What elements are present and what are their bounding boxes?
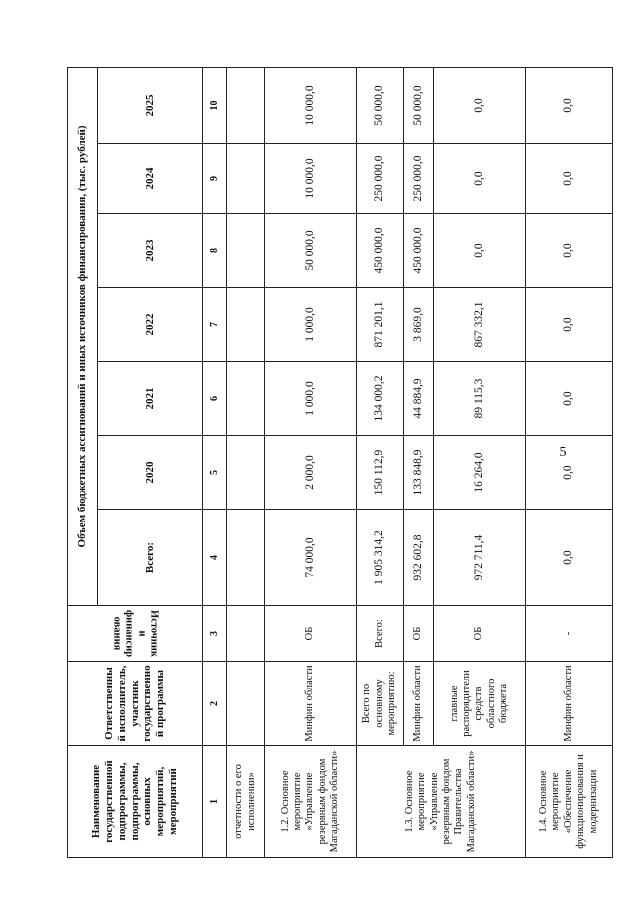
value-cell: 0,0: [434, 67, 526, 143]
value-cell: 1 905 314,2: [357, 510, 404, 606]
header-year-2022: 2022: [98, 288, 203, 362]
value-cell: 133 848,9: [404, 436, 434, 510]
header-year-total: Всего:: [98, 510, 203, 606]
row-name: 1.2. Основное мероприятие «Управление резервным фондом Магаданской области»: [265, 746, 357, 858]
value-cell: 0,0: [526, 436, 613, 510]
col-num: 6: [203, 362, 227, 436]
value-cell: [227, 510, 265, 606]
value-cell: 10 000,0: [265, 144, 357, 214]
row-name: 1.3. Основное мероприятие «Управление резервным фондом Правительства Магаданской области»: [357, 746, 526, 858]
table-row: [434, 67, 526, 857]
col-num: 2: [203, 662, 227, 746]
col-num: 5: [203, 436, 227, 510]
row-source: -: [526, 606, 613, 662]
value-cell: 867 332,1: [434, 288, 526, 362]
value-cell: [227, 67, 265, 143]
value-cell: 150 112,9: [357, 436, 404, 510]
row-source: ОБ: [265, 606, 357, 662]
value-cell: 1 000,0: [265, 362, 357, 436]
value-cell: 0,0: [526, 510, 613, 606]
rotated-table-wrapper: [67, 68, 612, 858]
value-cell: [227, 436, 265, 510]
table-row: [526, 67, 613, 857]
value-cell: 10 000,0: [265, 67, 357, 143]
header-executor: Ответственный исполнитель, участник государственной программы: [68, 662, 203, 746]
header-year-2024: 2024: [98, 144, 203, 214]
value-cell: 89 115,3: [434, 362, 526, 436]
page-number: 5: [559, 445, 567, 460]
row-source: ОБ: [434, 606, 526, 662]
row-source: [227, 606, 265, 662]
header-funding: Объем бюджетных ассигнований и иных источников финансирования, (тыс. рублей): [68, 67, 98, 605]
header-source-text: Источники финансирования: [111, 609, 160, 658]
value-cell: 16 264,0: [434, 436, 526, 510]
value-cell: [227, 214, 265, 288]
header-name: Наименование государственной подпрограммы, подпрограммы, основных мероприятий, мероприятий: [68, 746, 203, 858]
row-executor: Минфин области: [404, 662, 434, 746]
value-cell: 450 000,0: [404, 214, 434, 288]
header-row-top: [68, 67, 98, 857]
value-cell: 0,0: [434, 214, 526, 288]
value-cell: 0,0: [526, 362, 613, 436]
col-num: 3: [203, 606, 227, 662]
row-source: ОБ: [404, 606, 434, 662]
row-executor: главные распорядители средств областного бюджета: [434, 662, 526, 746]
row-executor: Всего по основному мероприятию:: [357, 662, 404, 746]
value-cell: 3 869,0: [404, 288, 434, 362]
table-row: [227, 67, 265, 857]
value-cell: 50 000,0: [265, 214, 357, 288]
value-cell: 972 711,4: [434, 510, 526, 606]
header-year-2020: 2020: [98, 436, 203, 510]
value-cell: 134 000,2: [357, 362, 404, 436]
row-executor: [227, 662, 265, 746]
value-cell: 250 000,0: [404, 144, 434, 214]
value-cell: 0,0: [434, 144, 526, 214]
value-cell: [227, 362, 265, 436]
value-cell: [227, 288, 265, 362]
value-cell: 0,0: [526, 144, 613, 214]
value-cell: 450 000,0: [357, 214, 404, 288]
row-name: 1.4. Основное мероприятие «Обеспечение функционирования и модернизации: [526, 746, 613, 858]
col-num: 9: [203, 144, 227, 214]
header-source: [68, 606, 203, 662]
header-year-2025: 2025: [98, 67, 203, 143]
value-cell: 0,0: [526, 288, 613, 362]
value-cell: 932 602,8: [404, 510, 434, 606]
row-name: отчетности о его исполнении»: [227, 746, 265, 858]
value-cell: 44 884,9: [404, 362, 434, 436]
value-cell: 2 000,0: [265, 436, 357, 510]
col-num: 10: [203, 67, 227, 143]
row-executor: Минфин области: [265, 662, 357, 746]
row-source: Всего:: [357, 606, 404, 662]
column-number-row: [203, 67, 227, 857]
value-cell: 250 000,0: [357, 144, 404, 214]
table-row: [404, 67, 434, 857]
value-cell: 0,0: [526, 214, 613, 288]
value-cell: 74 000,0: [265, 510, 357, 606]
value-cell: [227, 144, 265, 214]
header-year-2021: 2021: [98, 362, 203, 436]
value-cell: 1 000,0: [265, 288, 357, 362]
col-num: 8: [203, 214, 227, 288]
value-cell: 871 201,1: [357, 288, 404, 362]
table-row: [357, 67, 404, 857]
value-cell: 50 000,0: [357, 67, 404, 143]
col-num: 7: [203, 288, 227, 362]
funding-table: [67, 67, 613, 858]
value-cell: 50 000,0: [404, 67, 434, 143]
col-num: 1: [203, 746, 227, 858]
col-num: 4: [203, 510, 227, 606]
value-cell: 0,0: [526, 67, 613, 143]
row-executor: Минфин области: [526, 662, 613, 746]
table-row: [265, 67, 357, 857]
header-year-2023: 2023: [98, 214, 203, 288]
